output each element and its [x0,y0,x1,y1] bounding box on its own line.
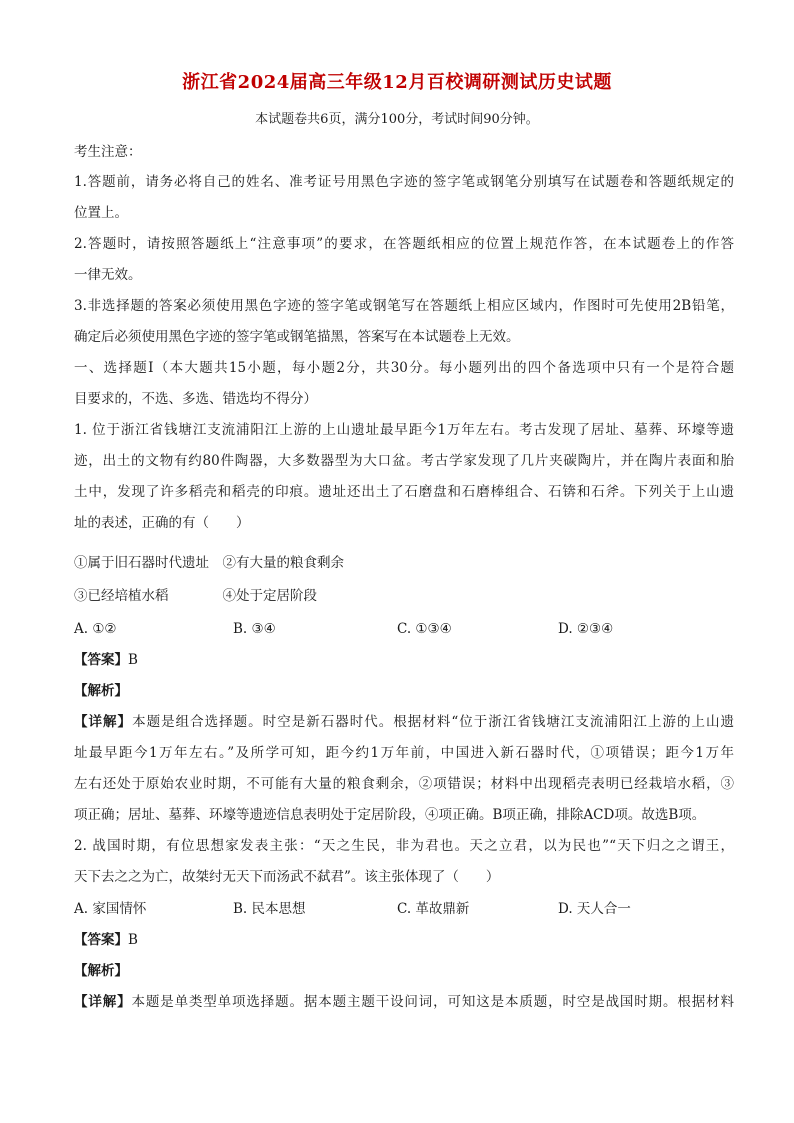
analysis-tag: 【解析】 [74,683,128,699]
notice-line: 1.答题前，请务必将自己的姓名、准考证号用黑色字迹的签字笔或钢笔分别填写在试题卷和答题纸规定的 [74,174,734,190]
question-2-text: 2. 战国时期，有位思想家发表主张：“天之生民，非为君也。天之立君，以为民也”“天下归之之谓王， [74,838,734,854]
notice-line: 2.答题时，请按照答题纸上“注意事项”的要求，在答题纸相应的位置上规范作答，在本试题卷上的作答 [74,236,734,252]
section-heading: 目要求的，不选、多选、错选均不得分） [74,391,317,407]
page-title: 浙江省2024届高三年级12月百校调研测试历史试题 [182,72,612,93]
question-1-answer [74,650,734,670]
question-1-option-c: C. ①③④ [397,621,452,637]
section-heading: 一、选择题Ⅰ（本大题共15小题，每小题2分，共30分。每小题列出的四个备选项中只有一个是符合题 [74,360,734,376]
question-1-detail: 左右还处于原始农业时期，不可能有大量的粮食剩余，②项错误；材料中出现稻壳表明已经栽培水稻，③ [74,776,734,792]
page-subtitle: 本试题卷共6页，满分100分，考试时间90分钟。 [255,112,539,127]
detail-tag: 【详解】 [74,714,133,730]
notice-heading: 考生注意： [74,144,142,160]
detail-tag: 【详解】 [74,994,132,1010]
detail-text: 本题是组合选择题。时空是新石器时代。根据材料“位于浙江省钱塘江支流浦阳江上游的上山遗 [132,714,735,730]
question-1-detail: 址最早距今1万年左右。”及所学可知，距今约1万年前，中国进入新石器时代，①项错误；距今1万年 [74,745,734,761]
question-2-option-d: D. 天人合一 [558,901,631,917]
question-1-statement: ①属于旧石器时代遗址 ②有大量的粮食剩余 [74,555,344,571]
notice-line: 确定后必须使用黑色字迹的签字笔或钢笔描黑，答案写在本试题卷上无效。 [74,329,520,345]
question-2-analysis [74,961,734,981]
notice-line: 3.非选择题的答案必须使用黑色字迹的签字笔或钢笔写在答题纸上相应区域内，作图时可先使用2B铅笔， [74,298,734,314]
notice-line: 位置上。 [74,205,128,221]
question-1-detail [74,712,734,732]
question-1-statement: ③已经培植水稻 ④处于定居阶段 [74,588,317,604]
notice-line: 一律无效。 [74,267,142,283]
answer-value: B [128,652,138,668]
question-1-option-b: B. ③④ [233,621,276,637]
detail-text: 本题是单类型单项选择题。据本题主题干设问词，可知这是本质题，时空是战国时期。根据材料 [131,994,735,1010]
analysis-tag: 【解析】 [74,963,128,979]
question-1-detail: 项正确；居址、墓葬、环壕等遗迹信息表明处于定居阶段，④项正确。B项正确，排除ACD项。故选B项。 [74,807,706,823]
question-2-text: 天下去之之为亡，故桀纣无天下而汤武不弑君”。该主张体现了（ ） [74,869,500,885]
question-2-option-a: A. 家国情怀 [74,901,147,917]
question-2-detail [74,992,734,1012]
question-1-text: 1. 位于浙江省钱塘江支流浦阳江上游的上山遗址最早距今1万年左右。考古发现了居址、墓葬、环壕等遗 [74,422,734,438]
answer-value: B [128,932,138,948]
question-2-answer [74,930,734,950]
question-1-text: 址的表述，正确的有（ ） [74,515,250,531]
answer-tag: 【答案】 [74,652,128,668]
answer-tag: 【答案】 [74,932,128,948]
question-2-option-c: C. 革故鼎新 [397,901,470,917]
question-1-text: 土中，发现了许多稻壳和稻壳的印痕。遗址还出土了石磨盘和石磨棒组合、石锛和石斧。下列关于上山遗 [74,484,734,500]
question-1-option-a: A. ①② [74,621,117,637]
question-1-text: 迹，出土的文物有约80件陶器，大多数器型为大口盆。考古学家发现了几片夹碳陶片，并在陶片表面和胎 [74,453,734,469]
question-1-option-d: D. ②③④ [558,621,614,637]
question-1-analysis [74,681,734,701]
question-2-option-b: B. 民本思想 [233,901,306,917]
